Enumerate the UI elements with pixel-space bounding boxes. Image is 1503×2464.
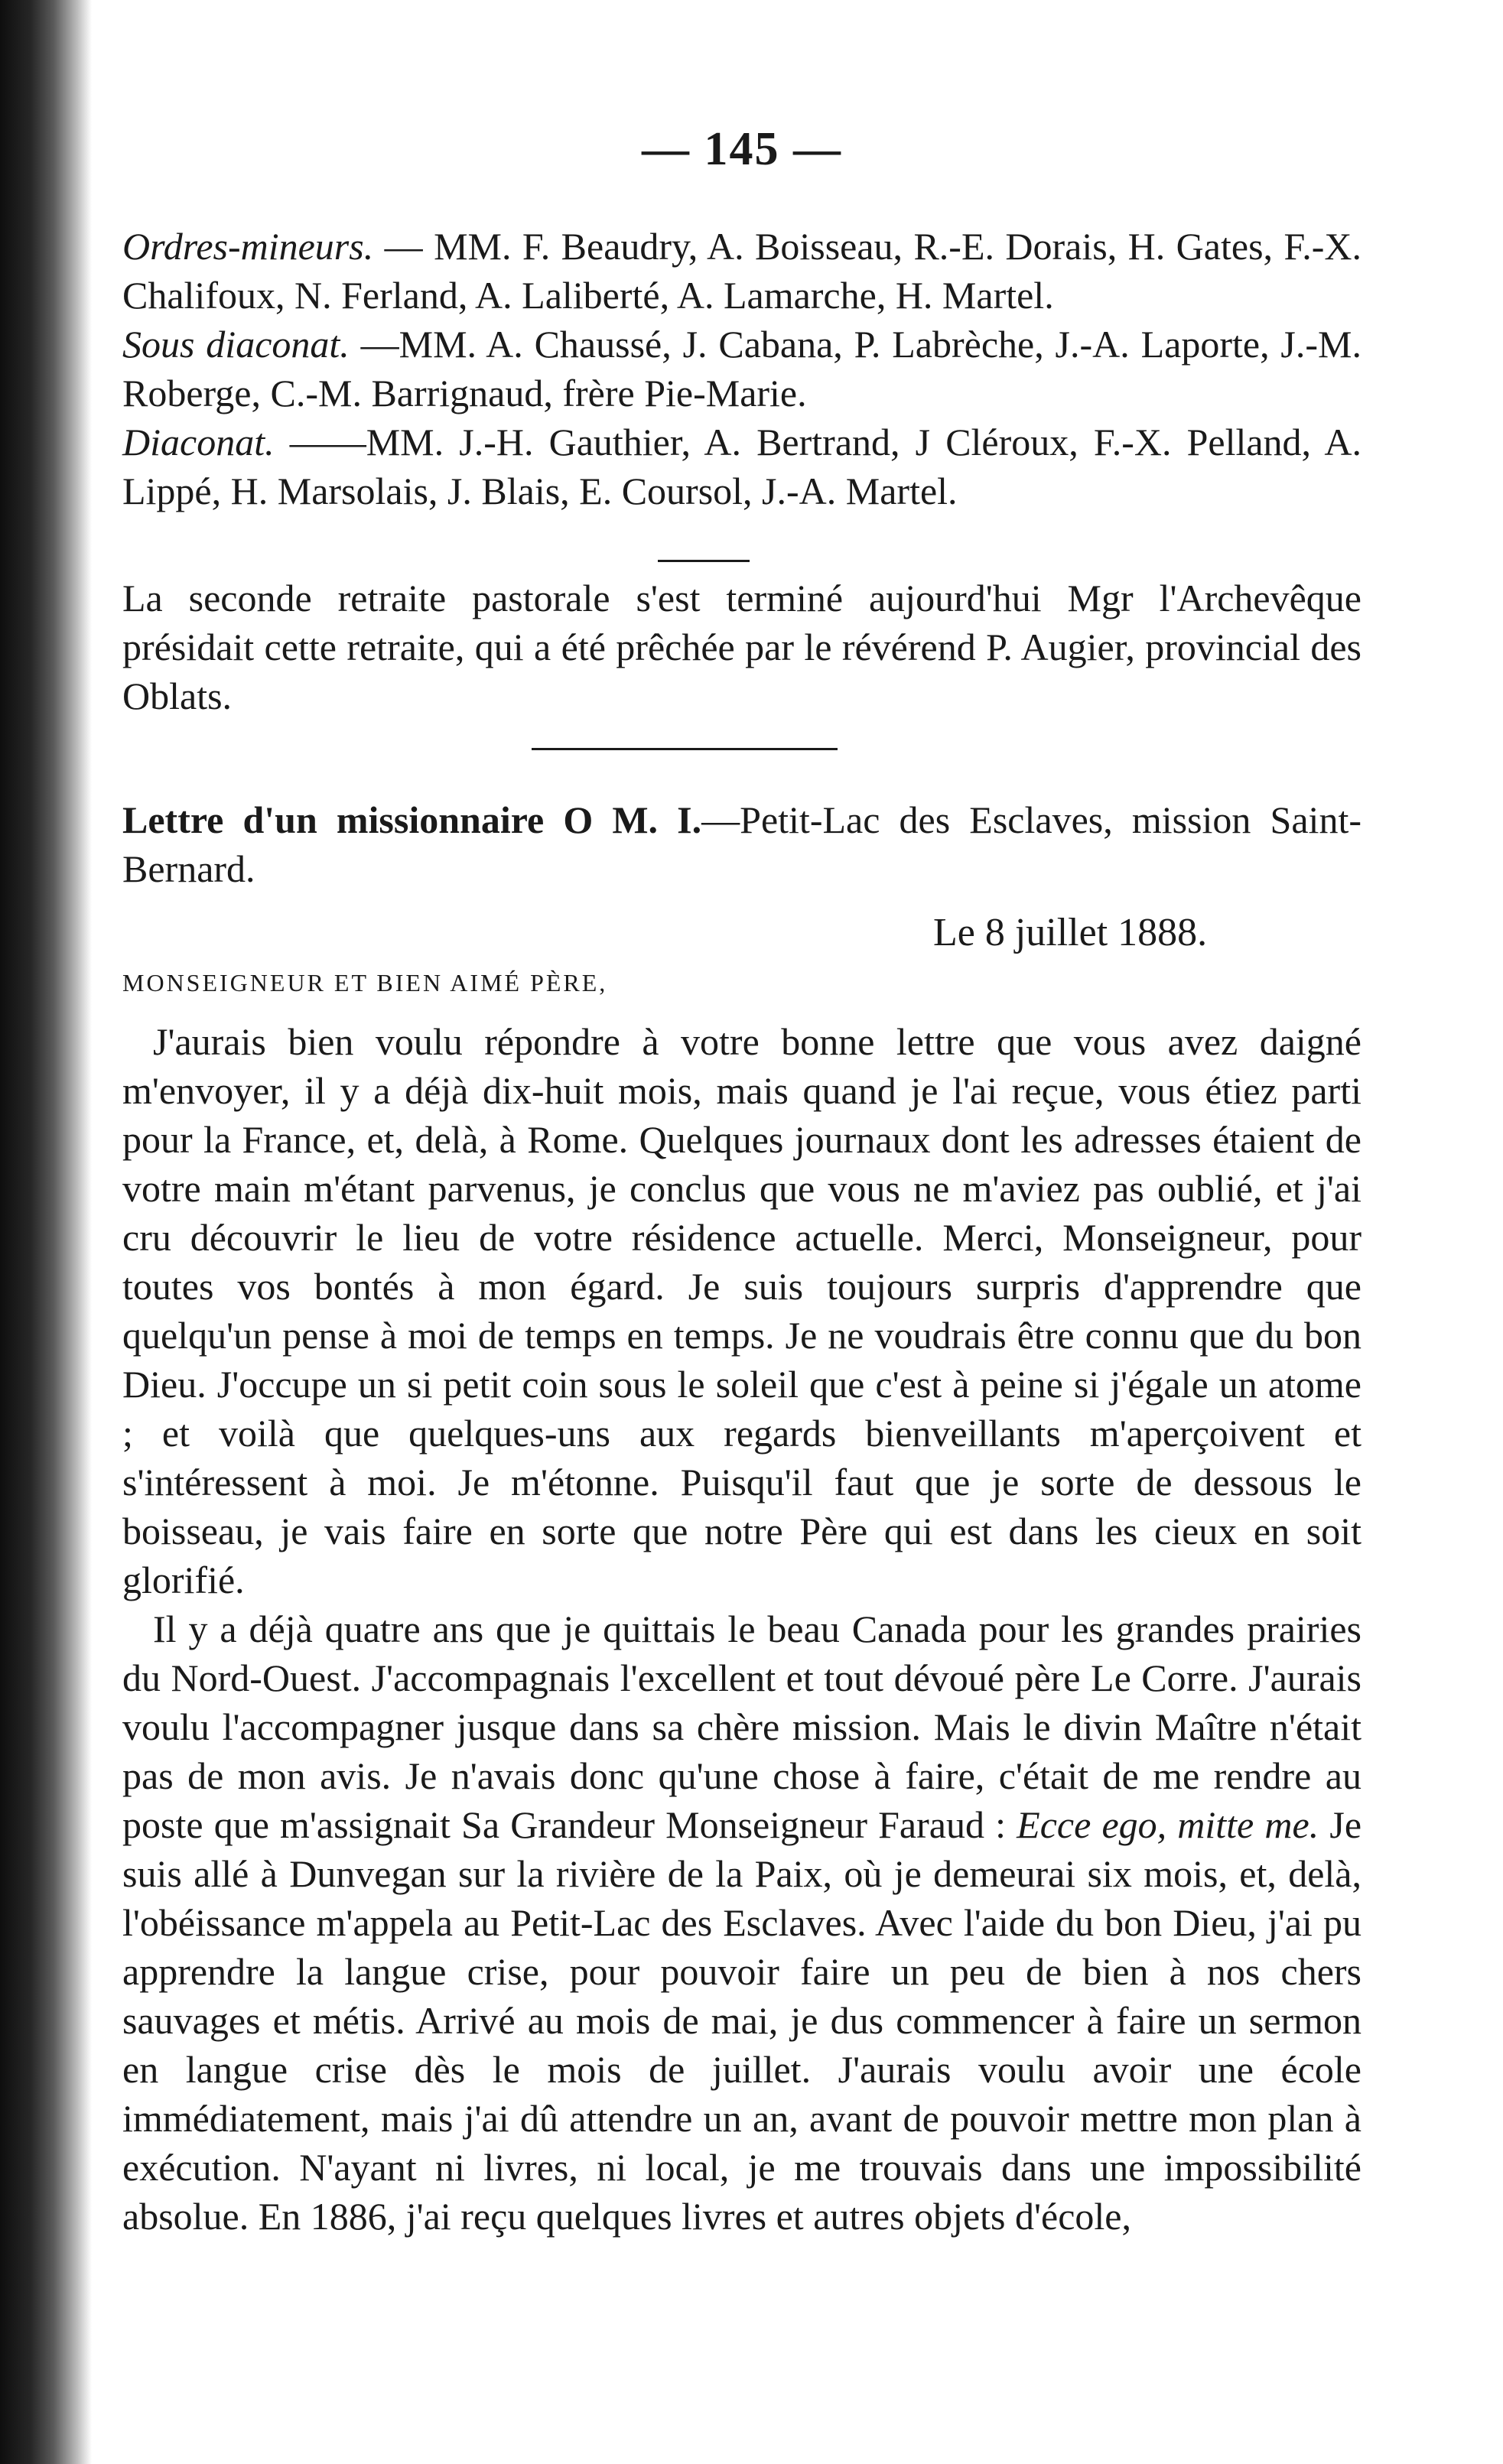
- short-divider: [658, 560, 750, 562]
- lettre-body: [122, 1017, 1361, 2241]
- retraite-paragraph: La seconde retraite pastorale s'est terminé aujourd'hui Mgr l'Archevêque présidait cette retraite, qui a été prêchée par le révérend P. Augier, provincial des Oblats.: [122, 577, 1361, 717]
- book-spine-shadow: [0, 0, 92, 2464]
- lettre-salutation: MONSEIGNEUR ET BIEN AIMÉ PÈRE,: [122, 969, 608, 996]
- lettre-title: Lettre d'un missionnaire O M. I.: [122, 798, 702, 841]
- ordres-mineurs-label: Ordres-mineurs.: [122, 225, 374, 268]
- diaconat-paragraph: [122, 418, 1361, 515]
- page-number: — 145 —: [642, 123, 842, 175]
- lettre-paragraph-2-latin: Ecce ego, mitte me.: [1017, 1803, 1319, 1846]
- lettre-paragraph-2: [122, 1604, 1361, 2241]
- diaconat-names: ——MM. J.-H. Gauthier, A. Bertrand, J Cléroux, F.-X. Pelland, A. Lippé, H. Marsolais, J. Blais, E. Coursol, J.-A. Martel.: [122, 421, 1362, 512]
- lettre-date: Le 8 juillet 1888.: [933, 911, 1208, 954]
- lettre-paragraph-2-text: Il y a déjà quatre ans que je quittais le beau Canada pour les grandes prairies du Nord-Ouest. J'accompagnais l'excellent et tout dévoué père Le Corre. J'aurais voulu l'accompagner jusque dans sa chère mission. Mais le divin Maître n'était pas de mon avis. Je n'avais donc qu'une chose à faire, c'était de me rendre au poste que m'assignait Sa Grandeur Monseigneur Faraud :: [122, 1607, 1361, 1846]
- ordres-mineurs-names: — MM. F. Beaudry, A. Boisseau, R.-E. Dorais, H. Gates, F.-X. Chalifoux, N. Ferland, A. Laliberté, A. Lamarche, H. Martel.: [122, 225, 1362, 317]
- sous-diaconat-paragraph: [122, 320, 1361, 418]
- lettre-paragraph-1: J'aurais bien voulu répondre à votre bonne lettre que vous avez daigné m'envoyer, il y a déjà dix-huit mois, mais quand je l'ai reçue, vous étiez parti pour la France, et, delà, à Rome. Quelques journaux dont les adresses étaient de votre main m'étant parvenus, je conclus que vous ne m'aviez pas oublié, et j'ai cru découvrir le lieu de votre résidence actuelle. Merci, Monseigneur, pour toutes vos bontés à mon égard. Je suis toujours surpris d'apprendre que quelqu'un pense à moi de temps en temps. Je ne voudrais être connu que du bon Dieu. J'occupe un si petit coin sous le soleil que c'est à peine si j'égale un atome ; et voilà que quelques-uns aux regards bienveillants m'aperçoivent et s'intéressent à moi. Je m'étonne. Puisqu'il faut que je sorte de dessous le boisseau, je vais faire en sorte que notre Père qui est dans les cieux en soit glorifié.: [122, 1020, 1361, 1601]
- sous-diaconat-label: Sous diaconat.: [122, 323, 350, 366]
- lettre-heading: [122, 795, 1361, 893]
- section-divider: [532, 748, 838, 750]
- ordinations-section: [122, 222, 1361, 515]
- diaconat-label: Diaconat.: [122, 421, 275, 463]
- lettre-location: —Petit-Lac des Esclaves, mission Saint-Bernard.: [122, 798, 1361, 890]
- ordres-mineurs-paragraph: [122, 222, 1361, 320]
- lettre-paragraph-2-continued: Je suis allé à Dunvegan sur la rivière de la Paix, où je demeurai six mois, et, delà, l'obéissance m'appela au Petit-Lac des Esclaves. Avec l'aide du bon Dieu, j'ai pu apprendre la langue crise, pour pouvoir faire un peu de bien à nos chers sauvages et métis. Arrivé au mois de mai, je dus commencer à faire un sermon en langue crise dès le mois de juillet. J'aurais voulu avoir une école immédiatement, mais j'ai dû attendre un an, avant de pouvoir mettre mon plan à exécution. N'ayant ni livres, ni local, je me trouvais dans une impossibilité absolue. En 1886, j'ai reçu quelques livres et autres objets d'école,: [122, 1803, 1362, 2238]
- sous-diaconat-names: —MM. A. Chaussé, J. Cabana, P. Labrèche, J.-A. Laporte, J.-M. Roberge, C.-M. Barrignaud, frère Pie-Marie.: [122, 323, 1361, 414]
